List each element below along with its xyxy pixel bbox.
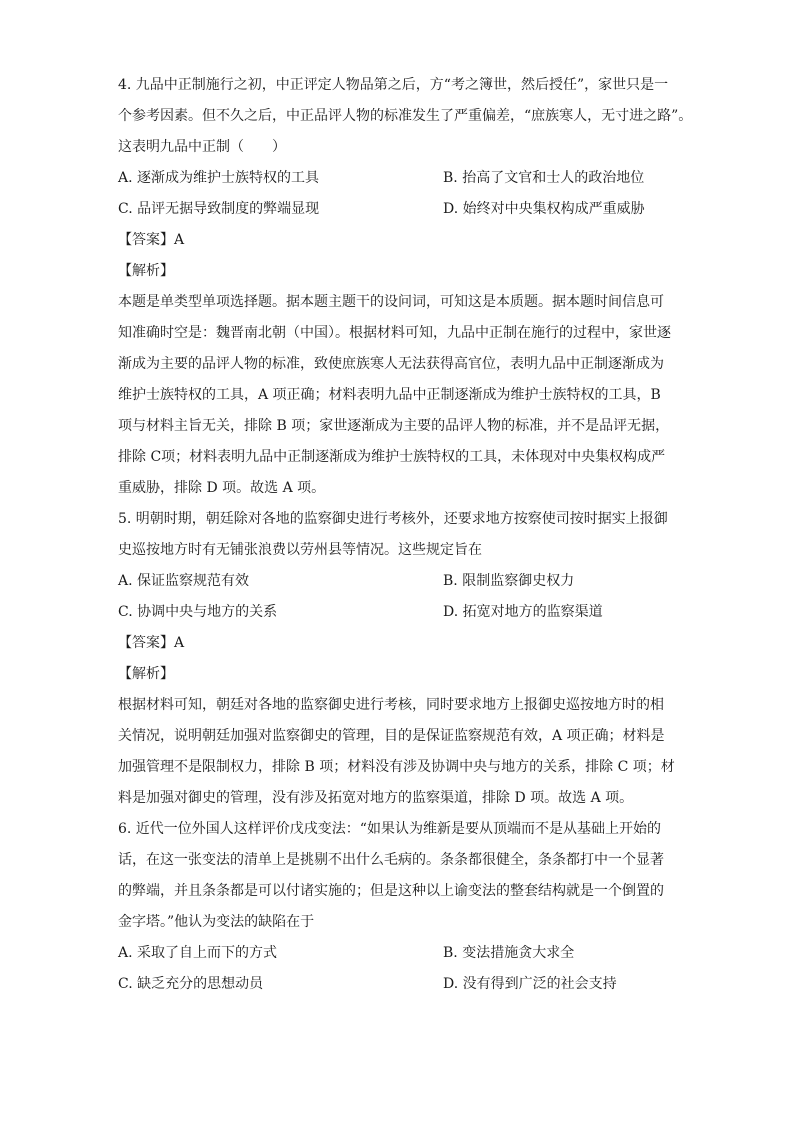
q6-option-a: A. 采取了自上而下的方式 xyxy=(118,945,278,961)
q5-stem-line-1: 5. 明朝时期，朝廷除对各地的监察御史进行考核外，还要求地方按察使司按时据实上报御 xyxy=(118,511,668,527)
q4-analysis-line-2: 知准确时空是：魏晋南北朝（中国）。根据材料可知，九品中正制在施行的过程中，家世逐 xyxy=(118,325,671,341)
q5-analysis-line-1: 根据材料可知，朝廷对各地的监察御史进行考核，同时要求地方上报御史巡按地方时的相 xyxy=(118,697,664,713)
q6-stem-line-1: 6. 近代一位外国人这样评价戊戌变法：“如果认为维新是要从顶端而不是从基础上开始的 xyxy=(118,821,661,837)
q4-analysis-line-6: 排除 C项；材料表明九品中正制逐渐成为维护士族特权的工具，未体现对中央集权构成严 xyxy=(118,449,666,465)
q6-stem-line-3: 的弊端，并且条条都是可以付诸实施的；但是这种以上谕变法的整套结构就是一个倒置的 xyxy=(118,883,664,899)
q4-analysis-line-5: 项与材料主旨无关，排除 B 项；家世逐渐成为主要的品评人物的标准，并不是品评无据， xyxy=(118,418,670,434)
q6-option-b: B. 变法措施贪大求全 xyxy=(443,945,575,961)
q5-option-a: A. 保证监察规范有效 xyxy=(118,573,250,589)
q4-stem-line-3: 这表明九品中正制（ ） xyxy=(118,139,286,155)
q5-answer: 【答案】A xyxy=(118,635,185,651)
q6-option-c: C. 缺乏充分的思想动员 xyxy=(118,976,264,992)
q5-option-d: D. 拓宽对地方的监察渠道 xyxy=(443,604,603,620)
q4-stem-line-2: 个参考因素。但不久之后，中正品评人物的标准发生了严重偏差，“庶族寒人，无寸进之路”。 xyxy=(118,108,693,124)
q4-option-a: A. 逐渐成为维护士族特权的工具 xyxy=(118,170,320,186)
q4-option-d: D. 始终对中央集权构成严重威胁 xyxy=(443,201,645,217)
q4-option-c: C. 品评无据导致制度的弊端显现 xyxy=(118,201,320,217)
q5-option-c: C. 协调中央与地方的关系 xyxy=(118,604,278,620)
q4-analysis-line-1: 本题是单类型单项选择题。据本题主题干的设问词，可知这是本质题。据本题时间信息可 xyxy=(118,294,664,310)
q4-analysis-line-4: 维护士族特权的工具，A 项正确；材料表明九品中正制逐渐成为维护士族特权的工具，B xyxy=(118,387,661,403)
q5-analysis-line-3: 加强管理不是限制权力，排除 B 项；材料没有涉及协调中央与地方的关系，排除 C 项；材 xyxy=(118,759,675,775)
q6-stem-line-2: 话，在这一张变法的清单上是挑剔不出什么毛病的。条条都很健全，条条都打中一个显著 xyxy=(118,852,664,868)
q4-analysis-label: 【解析】 xyxy=(118,263,174,279)
q6-option-d: D. 没有得到广泛的社会支持 xyxy=(443,976,617,992)
q4-option-b: B. 抬高了文官和士人的政治地位 xyxy=(443,170,645,186)
q4-answer: 【答案】A xyxy=(118,232,185,248)
q4-stem-line-1: 4. 九品中正制施行之初，中正评定人物品第之后，方“考之簿世，然后授任”，家世只是一 xyxy=(118,77,669,93)
q5-analysis-line-4: 料是加强对御史的管理，没有涉及拓宽对地方的监察渠道，排除 D 项。故选 A 项。 xyxy=(118,790,634,806)
q5-stem-line-2: 史巡按地方时有无铺张浪费以劳州县等情况。这些规定旨在 xyxy=(118,542,482,558)
q4-analysis-line-3: 渐成为主要的品评人物的标准，致使庶族寒人无法获得高官位，表明九品中正制逐渐成为 xyxy=(118,356,664,372)
q5-analysis-label: 【解析】 xyxy=(118,666,174,682)
q6-stem-line-4: 金字塔。”他认为变法的缺陷在于 xyxy=(118,914,315,930)
q5-option-b: B. 限制监察御史权力 xyxy=(443,573,575,589)
q5-analysis-line-2: 关情况，说明朝廷加强对监察御史的管理，目的是保证监察规范有效，A 项正确；材料是 xyxy=(118,728,665,744)
q4-analysis-line-7: 重威胁，排除 D 项。故选 A 项。 xyxy=(118,480,326,496)
